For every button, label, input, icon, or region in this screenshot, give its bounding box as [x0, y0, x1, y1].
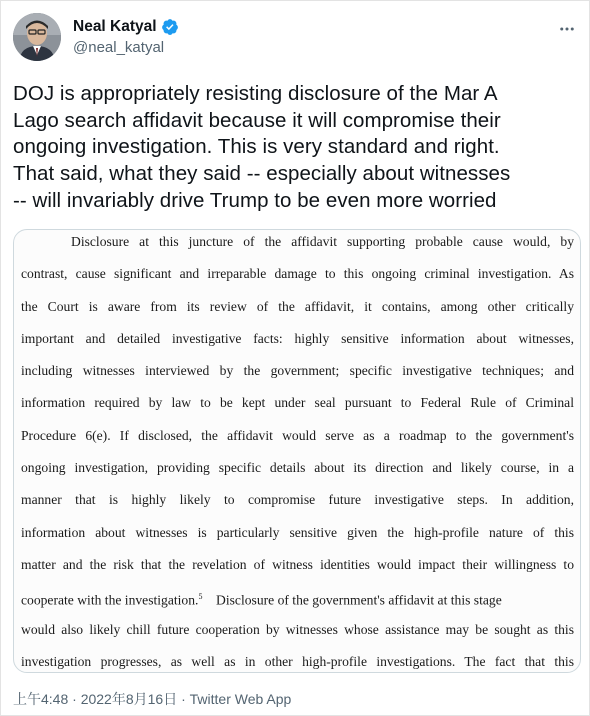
user-handle[interactable]: @neal_katyal — [73, 39, 165, 56]
tweet-header — [13, 13, 579, 65]
document-line: contrast, cause significant and irreparable damage to this ongoing criminal investigation. As — [21, 266, 574, 282]
document-line: investigation progresses, as well as in other high-profile investigations. The fact that this — [21, 653, 574, 669]
attached-document-image[interactable] — [13, 229, 581, 673]
document-line: important and detailed investigative facts: highly sensitive information about witnesses, — [21, 330, 574, 346]
display-name[interactable]: Neal Katyal — [73, 17, 157, 35]
name-row — [73, 16, 179, 37]
profile-photo-icon — [13, 13, 61, 61]
document-line: Disclosure at this juncture of the affidavit supporting probable cause would, by — [71, 234, 574, 249]
verified-badge-icon — [161, 18, 179, 36]
document-text — [21, 230, 574, 673]
footnote-marker: 5 — [198, 592, 203, 602]
document-line-with-footnote — [21, 585, 574, 617]
document-line: the Court is aware from its review of the affidavit, it contains, among other critically — [21, 298, 574, 314]
document-line: ongoing investigation, providing specific details about its direction and likely course, in a — [21, 460, 574, 476]
document-line: would also likely chill future cooperation by witnesses whose assistance may be sought as this — [21, 621, 574, 637]
avatar[interactable] — [13, 13, 61, 61]
tweet-timestamp[interactable]: 上午4:48 · 2022年8月16日 · Twitter Web App — [13, 691, 292, 707]
document-line: information about witnesses is particularly sensitive given the high-profile nature of this — [21, 524, 574, 540]
document-line: including witnesses interviewed by the government; specific investigative techniques; and — [21, 363, 574, 379]
document-line: matter and the risk that the revelation of witness identities would impact their willingness to — [21, 556, 574, 572]
user-info — [73, 16, 179, 56]
document-line-part: cooperate with the investigation. — [21, 592, 199, 608]
tweet-text-line: DOJ is appropriately resisting disclosure of the Mar A — [13, 82, 498, 105]
document-line-part: Disclosure of the government's affidavit at this stage — [216, 592, 502, 608]
tweet-text-line: Lago search affidavit because it will compromise their — [13, 108, 501, 132]
tweet-text-line: That said, what they said -- especially about witnesses — [13, 162, 511, 186]
tweet-text — [13, 81, 585, 215]
document-line: manner that is highly likely to compromise future investigative steps. In addition, — [21, 492, 574, 508]
more-options-icon[interactable] — [557, 19, 577, 39]
document-line: information required by law to be kept under seal pursuant to Federal Rule of Criminal — [21, 395, 574, 411]
tweet-text-line: ongoing investigation. This is very standard and right. — [13, 135, 500, 159]
tweet-text-line: -- will invariably drive Trump to be even more worried — [13, 188, 497, 212]
document-line: Procedure 6(e). If disclosed, the affidavit would serve as a roadmap to the government's — [21, 427, 574, 443]
